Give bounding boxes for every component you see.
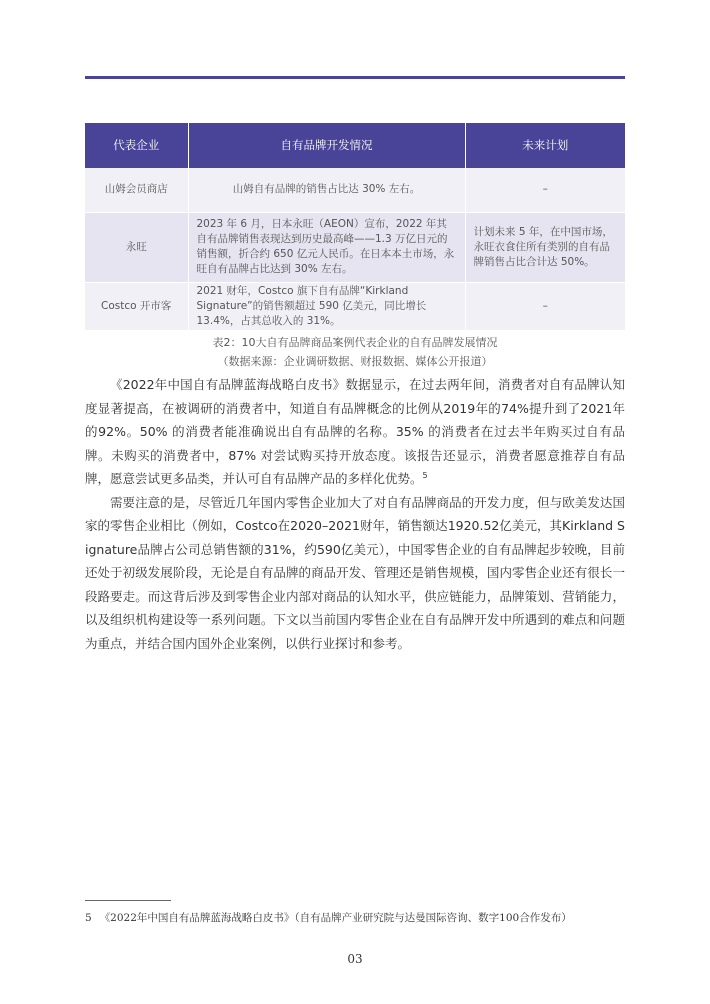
header-development: 自有品牌开发情况 bbox=[188, 123, 465, 168]
table-header-row bbox=[85, 123, 625, 168]
cell-company: 山姆会员商店 bbox=[85, 168, 188, 212]
footnote-text: 《2022年中国自有品牌蓝海战略白皮书》（自有品牌产业研究院与达曼国际咨询、数字100合作发布） bbox=[99, 912, 572, 924]
footnote-number: 5 bbox=[85, 912, 92, 924]
brand-development-table bbox=[85, 123, 625, 331]
table-row bbox=[85, 168, 625, 212]
cell-company: 永旺 bbox=[85, 212, 188, 282]
paragraph-1 bbox=[85, 373, 625, 491]
header-company: 代表企业 bbox=[85, 123, 188, 168]
table-caption: 表2：10大自有品牌商品案例代表企业的自有品牌发展情况 bbox=[212, 336, 498, 349]
cell-development: 山姆自有品牌的销售占比达 30% 左右。 bbox=[188, 168, 465, 212]
table-source: （数据来源：企业调研数据、财报数据、媒体公开报道） bbox=[217, 355, 493, 368]
paragraph-2: 需要注意的是，尽管近几年国内零售企业加大了对自有品牌商品的开发力度，但与欧美发达国家的零售企业相比（例如，Costco在2020–2021财年，销售额达1920.52亿美元，其Kirkland Signature品牌占公司总销售额的31%，约590亿美元），中国零售企业的自有品牌起步较晚，目前还处于初级发展阶段，无论是自有品牌的商品开发、管理还是销售规模，国内零售企业还有很长一段路要走。而这背后涉及到零售企业内部对商品的认知水平，供应链能力，品牌策划、营销能力，以及组织机构建设等一系列问题。下文以当前国内零售企业在自有品牌开发中所遇到的难点和问题为重点，并结合国内国外企业案例，以供行业探讨和参考。 bbox=[85, 494, 625, 651]
cell-plan: 计划未来 5 年，在中国市场，永旺衣食住所有类别的自有品牌销售占比合计达 50%。 bbox=[465, 212, 625, 282]
footnote-rule bbox=[85, 900, 171, 901]
cell-plan: – bbox=[465, 282, 625, 330]
table-row bbox=[85, 282, 625, 330]
table-row bbox=[85, 212, 625, 282]
page-number: 03 bbox=[347, 952, 363, 966]
body-text bbox=[85, 373, 625, 655]
cell-development: 2021 财年，Costco 旗下自有品牌“Kirkland Signature”的销售额超过 590 亿美元，同比增长 13.4%，占其总收入的 31%。 bbox=[188, 282, 465, 330]
footnote bbox=[85, 910, 645, 925]
header-plan: 未来计划 bbox=[465, 123, 625, 168]
cell-plan: – bbox=[465, 168, 625, 212]
paragraph-1-text: 《2022年中国自有品牌蓝海战略白皮书》数据显示，在过去两年间，消费者对自有品牌认知度显著提高，在被调研的消费者中，知道自有品牌概念的比例从2019年的74%提升到了2021年的92%。50% 的消费者能准确说出自有品牌的名称。35% 的消费者在过去半年购买过自有品牌。未购买的消费者中，87% 对尝试购买持开放态度。该报告还显示，消费者愿意推荐自有品牌，愿意尝试更多品类，并认可自有品牌产品的多样化优势。 bbox=[85, 377, 625, 486]
header-rule bbox=[85, 76, 625, 79]
cell-company: Costco 开市客 bbox=[85, 282, 188, 330]
footnote-reference: 5 bbox=[422, 470, 428, 480]
cell-development: 2023 年 6 月，日本永旺（AEON）宣布，2022 年其自有品牌销售表现达到历史最高峰——1.3 万亿日元的销售额，折合约 650 亿元人民币。在日本本土市场，永旺自有品牌占比达到 30% 左右。 bbox=[188, 212, 465, 282]
